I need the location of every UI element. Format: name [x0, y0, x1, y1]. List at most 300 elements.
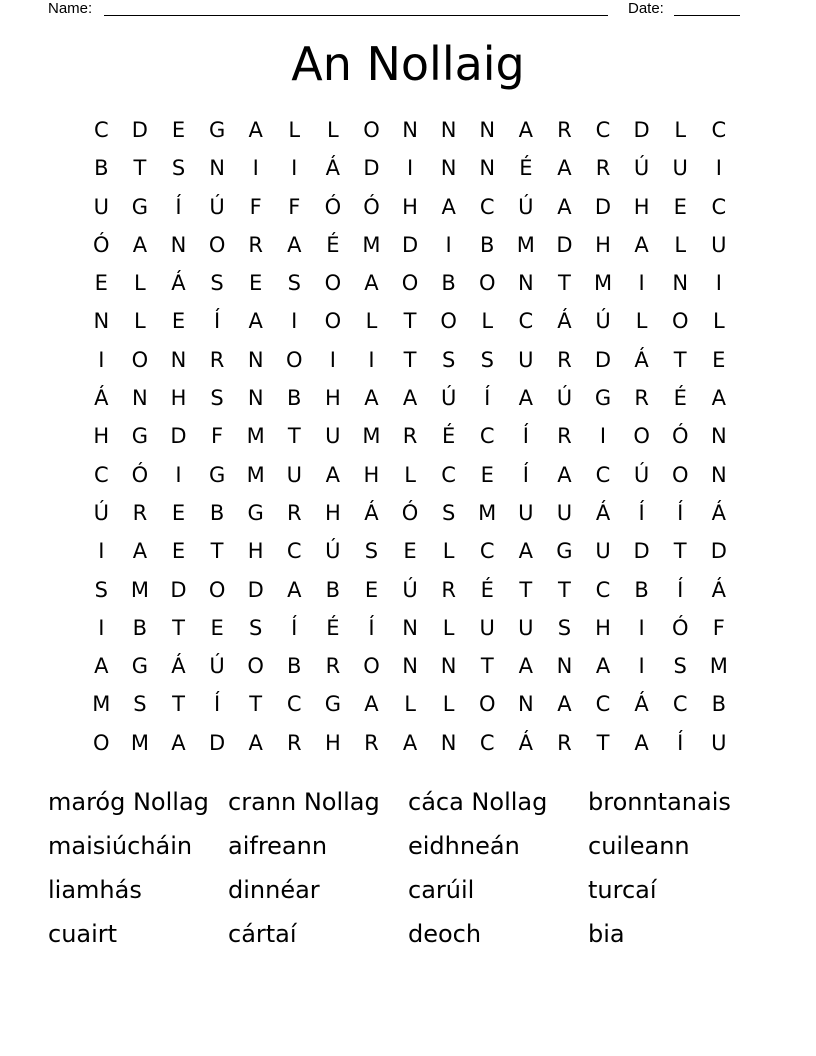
grid-cell[interactable]: C — [93, 462, 109, 487]
grid-cell[interactable]: M — [362, 424, 381, 449]
grid-cell[interactable]: Á — [325, 156, 341, 181]
grid-cell[interactable]: N — [170, 347, 187, 372]
grid-cell[interactable]: O — [478, 692, 496, 717]
grid-cell[interactable]: Á — [711, 577, 726, 602]
grid-cell[interactable]: U — [518, 615, 534, 640]
grid-cell[interactable]: A — [364, 386, 379, 411]
grid-cell[interactable]: R — [634, 386, 649, 411]
grid-cell[interactable]: Ú — [595, 309, 611, 334]
grid-cell[interactable]: L — [134, 309, 146, 334]
grid-cell[interactable]: R — [364, 730, 379, 755]
grid-cell[interactable]: D — [131, 118, 148, 142]
grid-cell[interactable]: E — [249, 271, 263, 296]
name-line[interactable] — [104, 15, 608, 16]
grid-cell[interactable]: C — [672, 692, 688, 717]
grid-cell[interactable]: A — [132, 232, 148, 257]
grid-cell[interactable]: T — [673, 539, 687, 564]
grid-cell[interactable]: L — [712, 309, 725, 334]
grid-cell[interactable]: U — [518, 500, 534, 525]
grid-cell[interactable]: O — [440, 309, 457, 334]
grid-cell[interactable]: A — [711, 386, 726, 411]
grid-cell[interactable]: Í — [175, 194, 182, 219]
grid-cell[interactable]: B — [634, 577, 649, 602]
grid-cell[interactable]: E — [403, 539, 417, 564]
grid-cell[interactable]: B — [287, 654, 302, 679]
grid-cell[interactable]: M — [130, 730, 149, 755]
grid-cell[interactable]: I — [368, 347, 375, 372]
grid-cell[interactable]: S — [171, 156, 186, 181]
grid-cell[interactable]: Ú — [209, 194, 225, 219]
grid-cell[interactable]: D — [170, 424, 187, 449]
grid-cell[interactable]: D — [710, 539, 727, 564]
grid-cell[interactable]: N — [517, 271, 534, 296]
grid-cell[interactable]: Á — [94, 386, 109, 411]
grid-cell[interactable]: D — [594, 347, 612, 372]
grid-cell[interactable]: G — [208, 462, 226, 487]
grid-cell[interactable]: L — [134, 271, 146, 296]
grid-cell[interactable]: L — [442, 615, 455, 640]
grid-cell[interactable]: G — [131, 654, 149, 679]
grid-cell[interactable]: C — [479, 194, 495, 219]
grid-cell[interactable]: N — [440, 730, 457, 755]
grid-cell[interactable]: M — [362, 232, 381, 257]
grid-cell[interactable]: T — [287, 424, 301, 449]
grid-cell[interactable]: S — [249, 615, 263, 640]
grid-cell[interactable]: L — [404, 462, 416, 487]
grid-cell[interactable]: O — [208, 232, 226, 257]
grid-cell[interactable]: D — [556, 232, 573, 257]
grid-cell[interactable]: Ú — [633, 462, 650, 487]
grid-cell[interactable]: H — [324, 500, 341, 525]
grid-cell[interactable]: E — [673, 194, 687, 219]
grid-cell[interactable]: A — [248, 730, 263, 755]
grid-cell[interactable]: F — [712, 615, 725, 640]
grid-cell[interactable]: T — [403, 347, 417, 372]
grid-cell[interactable]: D — [594, 194, 612, 219]
grid-cell[interactable]: É — [673, 386, 687, 411]
grid-cell[interactable]: S — [210, 271, 224, 296]
grid-cell[interactable]: G — [324, 692, 341, 717]
grid-cell[interactable]: N — [672, 271, 689, 296]
grid-cell[interactable]: M — [593, 271, 613, 296]
grid-cell[interactable]: R — [402, 424, 418, 449]
grid-cell[interactable]: G — [208, 118, 226, 142]
grid-cell[interactable]: E — [94, 271, 108, 296]
grid-cell[interactable]: M — [130, 577, 149, 602]
grid-cell[interactable]: U — [556, 500, 573, 525]
grid-cell[interactable]: D — [363, 156, 380, 181]
grid-cell[interactable]: L — [288, 118, 301, 142]
grid-cell[interactable]: C — [711, 118, 727, 142]
grid-cell[interactable]: Ó — [671, 424, 689, 449]
grid-cell[interactable]: C — [441, 462, 456, 487]
grid-cell[interactable]: T — [172, 692, 185, 717]
grid-cell[interactable]: T — [480, 654, 494, 679]
grid-cell[interactable]: G — [556, 539, 573, 564]
grid-cell[interactable]: F — [211, 424, 224, 449]
grid-cell[interactable]: T — [558, 271, 571, 296]
grid-cell[interactable]: U — [711, 730, 727, 755]
grid-cell[interactable]: E — [364, 577, 379, 602]
grid-cell[interactable]: Ú — [518, 194, 534, 219]
grid-cell[interactable]: R — [557, 118, 572, 142]
grid-cell[interactable]: N — [440, 118, 457, 142]
grid-cell[interactable]: G — [594, 386, 612, 411]
grid-cell[interactable]: É — [480, 577, 494, 602]
grid-cell[interactable]: C — [595, 118, 611, 142]
grid-row — [82, 724, 738, 762]
grid-cell[interactable]: C — [286, 539, 302, 564]
grid-cell[interactable]: N — [170, 232, 187, 257]
grid-cell[interactable]: H — [324, 386, 341, 411]
grid-cell[interactable]: E — [712, 347, 726, 372]
grid-cell[interactable]: B — [132, 615, 148, 640]
grid-cell[interactable]: Í — [213, 692, 221, 717]
grid-cell[interactable]: H — [93, 424, 110, 449]
grid-cell[interactable]: B — [441, 271, 456, 296]
grid-cell[interactable]: R — [286, 500, 302, 525]
grid-cell[interactable]: C — [595, 462, 611, 487]
grid-cell[interactable]: M — [516, 232, 535, 257]
grid-cell[interactable]: R — [595, 156, 611, 181]
grid-cell[interactable]: Ó — [93, 232, 110, 257]
grid-cell[interactable]: Í — [522, 462, 529, 487]
grid-cell[interactable]: É — [326, 615, 340, 640]
grid-cell[interactable]: A — [402, 730, 418, 755]
grid-cell[interactable]: U — [325, 424, 341, 449]
grid-cell[interactable]: A — [287, 232, 302, 257]
grid-cell[interactable]: L — [327, 118, 339, 142]
grid-cell[interactable]: N — [710, 462, 727, 487]
grid-cell[interactable]: G — [247, 500, 264, 525]
grid-cell[interactable]: H — [324, 730, 341, 755]
grid-cell[interactable]: A — [518, 654, 534, 679]
grid-row — [82, 532, 738, 570]
grid-cell[interactable]: I — [252, 156, 259, 181]
grid-cell[interactable]: S — [94, 577, 108, 602]
grid-cell[interactable]: A — [364, 271, 379, 296]
grid-cell[interactable]: T — [519, 577, 533, 602]
grid-cell[interactable]: N — [93, 309, 110, 334]
grid-cell[interactable]: M — [709, 654, 728, 679]
grid-cell[interactable]: O — [286, 347, 303, 372]
grid-cell[interactable]: A — [441, 194, 456, 219]
grid-cell[interactable]: I — [599, 424, 607, 449]
grid-cell[interactable]: N — [247, 347, 264, 372]
grid-cell[interactable]: I — [175, 462, 182, 487]
grid-cell[interactable]: O — [671, 462, 689, 487]
grid-cell[interactable]: N — [517, 692, 534, 717]
grid-cell[interactable]: N — [440, 156, 457, 181]
grid-row — [82, 647, 738, 685]
grid-cell[interactable]: L — [365, 309, 378, 334]
grid-row — [82, 264, 738, 302]
grid-cell[interactable]: F — [288, 194, 301, 219]
grid-cell[interactable]: A — [557, 194, 572, 219]
grid-cell[interactable]: A — [364, 692, 379, 717]
grid-cell[interactable]: H — [247, 539, 264, 564]
grid-cell[interactable]: E — [210, 615, 224, 640]
grid-cell[interactable]: C — [518, 309, 534, 334]
grid-cell[interactable]: I — [98, 539, 105, 564]
grid-cell[interactable]: D — [208, 730, 226, 755]
grid-cell[interactable]: N — [479, 118, 496, 142]
grid-cell[interactable]: C — [479, 539, 495, 564]
grid-cell[interactable]: C — [595, 577, 611, 602]
grid-cell[interactable]: C — [93, 118, 109, 142]
grid-cell[interactable]: I — [638, 654, 645, 679]
grid-cell[interactable]: U — [711, 232, 727, 257]
grid-cell[interactable]: C — [479, 730, 495, 755]
grid-cell[interactable]: I — [638, 271, 645, 296]
grid-cell[interactable]: A — [248, 118, 263, 142]
grid-cell[interactable]: R — [248, 232, 263, 257]
grid-cell[interactable]: M — [246, 462, 265, 487]
grid-cell[interactable]: D — [170, 577, 187, 602]
grid-cell[interactable]: L — [481, 309, 494, 334]
grid-cell[interactable]: O — [363, 118, 380, 142]
grid-cell[interactable]: L — [442, 539, 455, 564]
grid-cell[interactable]: O — [247, 654, 264, 679]
grid-cell[interactable]: U — [93, 194, 109, 219]
grid-cell[interactable]: F — [249, 194, 262, 219]
grid-cell[interactable]: Á — [557, 309, 572, 334]
grid-cell[interactable]: S — [441, 500, 456, 525]
grid-cell[interactable]: A — [248, 309, 263, 334]
grid-cell[interactable]: I — [329, 347, 336, 372]
grid-cell[interactable]: T — [210, 539, 224, 564]
grid-cell[interactable]: I — [291, 156, 298, 181]
grid-cell[interactable]: Ó — [671, 615, 689, 640]
grid-cell[interactable]: C — [595, 692, 611, 717]
grid-cell[interactable]: Ó — [363, 194, 380, 219]
grid-cell[interactable]: L — [674, 232, 687, 257]
grid-cell[interactable]: B — [325, 577, 341, 602]
grid-cell[interactable]: U — [595, 539, 611, 564]
grid-cell[interactable]: O — [633, 424, 650, 449]
grid-cell[interactable]: U — [672, 156, 688, 181]
grid-cell[interactable]: É — [519, 156, 533, 181]
grid-cell[interactable]: T — [249, 692, 263, 717]
grid-cell[interactable]: O — [131, 347, 149, 372]
grid-cell[interactable]: Í — [522, 424, 529, 449]
grid-cell[interactable]: H — [595, 232, 611, 257]
grid-cell[interactable]: C — [711, 194, 727, 219]
grid-cell[interactable]: B — [711, 692, 726, 717]
word-list-item: bronntanais — [588, 788, 731, 816]
grid-cell[interactable]: T — [172, 615, 185, 640]
grid-cell[interactable]: B — [209, 500, 225, 525]
grid-cell[interactable]: L — [404, 692, 416, 717]
grid-cell[interactable]: N — [440, 654, 457, 679]
grid-cell[interactable]: N — [402, 118, 418, 142]
grid-cell[interactable]: Á — [634, 692, 649, 717]
grid-cell[interactable]: M — [246, 424, 265, 449]
grid-cell[interactable]: N — [132, 386, 148, 411]
grid-cell[interactable]: O — [671, 309, 689, 334]
grid-cell[interactable]: O — [478, 271, 496, 296]
grid-cell[interactable]: B — [94, 156, 109, 181]
grid-cell[interactable]: A — [518, 118, 534, 142]
grid-cell[interactable]: I — [406, 156, 414, 181]
grid-cell[interactable]: A — [94, 654, 109, 679]
grid-cell[interactable]: D — [401, 232, 419, 257]
grid-cell[interactable]: Í — [677, 500, 684, 525]
grid-cell[interactable]: Á — [171, 654, 186, 679]
grid-cell[interactable]: D — [633, 118, 650, 142]
grid-cell[interactable]: I — [715, 271, 722, 296]
grid-cell[interactable]: Í — [638, 500, 645, 525]
grid-cell[interactable]: Á — [518, 730, 534, 755]
grid-cell[interactable]: C — [286, 692, 302, 717]
grid-cell[interactable]: A — [287, 577, 302, 602]
grid-cell[interactable]: S — [673, 654, 687, 679]
grid-cell[interactable]: H — [402, 194, 418, 219]
grid-cell[interactable]: U — [286, 462, 302, 487]
grid-cell[interactable]: Ú — [402, 577, 418, 602]
grid-cell[interactable]: L — [635, 309, 648, 334]
grid-cell[interactable]: A — [325, 462, 341, 487]
grid-cell[interactable]: T — [596, 730, 610, 755]
grid-cell[interactable]: S — [364, 539, 379, 564]
grid-cell[interactable]: A — [518, 386, 534, 411]
grid-cell[interactable]: R — [209, 347, 225, 372]
grid-cell[interactable]: T — [403, 309, 417, 334]
grid-cell[interactable]: Ú — [325, 539, 341, 564]
grid-cell[interactable]: A — [634, 232, 649, 257]
grid-row — [82, 379, 738, 417]
grid-cell[interactable]: N — [710, 424, 727, 449]
grid-cell[interactable]: A — [634, 730, 649, 755]
grid-cell[interactable]: A — [402, 386, 418, 411]
grid-cell[interactable]: R — [557, 730, 572, 755]
grid-cell[interactable]: N — [209, 156, 225, 181]
grid-cell[interactable]: R — [286, 730, 302, 755]
grid-cell[interactable]: U — [518, 347, 534, 372]
grid-cell[interactable]: Í — [368, 615, 375, 640]
grid-cell[interactable]: C — [479, 424, 495, 449]
grid-cell[interactable]: O — [324, 309, 342, 334]
grid-cell[interactable]: R — [325, 654, 341, 679]
grid-cell[interactable]: Ú — [440, 386, 457, 411]
grid-cell[interactable]: E — [480, 462, 494, 487]
grid-cell[interactable]: A — [557, 462, 572, 487]
grid-cell[interactable]: E — [171, 118, 186, 142]
grid-cell[interactable]: I — [98, 615, 105, 640]
grid-cell[interactable]: S — [441, 347, 456, 372]
word-list-item: maróg Nollag — [48, 788, 209, 816]
word-list-item: maisiúcháin — [48, 832, 193, 860]
word-list-item: cáca Nollag — [408, 788, 548, 816]
grid-cell[interactable]: N — [479, 156, 496, 181]
grid-cell[interactable]: A — [518, 539, 534, 564]
grid-cell[interactable]: Ú — [556, 386, 573, 411]
grid-cell[interactable]: H — [170, 386, 187, 411]
grid-cell[interactable]: T — [673, 347, 687, 372]
grid-cell[interactable]: Í — [213, 309, 221, 334]
grid-cell[interactable]: A — [171, 730, 186, 755]
grid-cell[interactable]: E — [171, 309, 186, 334]
grid-cell[interactable]: É — [326, 232, 340, 257]
grid-cell[interactable]: B — [287, 386, 302, 411]
grid-cell[interactable]: D — [247, 577, 264, 602]
grid-cell[interactable]: S — [557, 615, 572, 640]
grid-cell[interactable]: Á — [634, 347, 649, 372]
grid-cell[interactable]: R — [132, 500, 148, 525]
grid-cell[interactable]: Í — [291, 615, 298, 640]
grid-cell[interactable]: N — [402, 654, 418, 679]
grid-cell[interactable]: O — [93, 730, 110, 755]
grid-cell[interactable]: Ó — [131, 462, 149, 487]
grid-cell[interactable]: S — [210, 386, 224, 411]
grid-cell[interactable]: Á — [171, 271, 186, 296]
grid-cell[interactable]: G — [131, 424, 149, 449]
grid-cell[interactable]: L — [442, 692, 455, 717]
grid-cell[interactable]: B — [480, 232, 495, 257]
grid-cell[interactable]: E — [171, 539, 186, 564]
grid-cell[interactable]: N — [402, 615, 418, 640]
grid-cell[interactable]: G — [131, 194, 149, 219]
grid-cell[interactable]: O — [401, 271, 419, 296]
grid-cell[interactable]: I — [445, 232, 452, 257]
grid-cell[interactable]: A — [132, 539, 148, 564]
grid-cell[interactable]: O — [208, 577, 226, 602]
grid-cell[interactable]: L — [674, 118, 687, 142]
grid-cell[interactable]: S — [287, 271, 301, 296]
grid-cell[interactable]: O — [324, 271, 342, 296]
grid-cell[interactable]: Í — [677, 730, 684, 755]
grid-cell[interactable]: Ú — [209, 654, 225, 679]
grid-cell[interactable]: M — [478, 500, 497, 525]
grid-cell[interactable]: D — [633, 539, 650, 564]
grid-cell[interactable]: E — [171, 500, 186, 525]
grid-cell[interactable]: S — [480, 347, 494, 372]
grid-cell[interactable]: Ú — [93, 500, 109, 525]
grid-cell[interactable]: R — [557, 424, 572, 449]
grid-cell[interactable]: I — [291, 309, 298, 334]
grid-cell[interactable]: M — [92, 692, 111, 717]
grid-cell[interactable]: H — [363, 462, 380, 487]
grid-cell[interactable]: R — [441, 577, 456, 602]
date-line[interactable] — [674, 15, 740, 16]
grid-cell[interactable]: A — [557, 692, 572, 717]
grid-cell[interactable]: U — [479, 615, 495, 640]
grid-cell[interactable]: N — [556, 654, 573, 679]
grid-cell[interactable]: S — [133, 692, 147, 717]
grid-cell[interactable]: Ó — [324, 194, 342, 219]
grid-cell[interactable]: H — [633, 194, 650, 219]
grid-cell[interactable]: Í — [677, 577, 684, 602]
grid-cell[interactable]: A — [557, 156, 572, 181]
grid-cell[interactable]: R — [557, 347, 572, 372]
grid-cell[interactable]: Á — [711, 500, 726, 525]
grid-cell[interactable]: N — [247, 386, 264, 411]
grid-cell[interactable]: Í — [484, 386, 491, 411]
grid-cell[interactable]: Ú — [633, 156, 650, 181]
grid-cell[interactable]: É — [442, 424, 456, 449]
grid-cell[interactable]: H — [595, 615, 611, 640]
grid-cell[interactable]: I — [98, 347, 105, 372]
grid-cell[interactable]: Ó — [401, 500, 419, 525]
grid-cell[interactable]: I — [638, 615, 645, 640]
grid-cell[interactable]: Á — [364, 500, 379, 525]
grid-cell[interactable]: O — [363, 654, 380, 679]
grid-cell[interactable]: Á — [595, 500, 611, 525]
grid-cell[interactable]: T — [133, 156, 147, 181]
grid-cell[interactable]: I — [715, 156, 722, 181]
grid-cell[interactable]: A — [595, 654, 611, 679]
grid-cell[interactable]: T — [558, 577, 571, 602]
